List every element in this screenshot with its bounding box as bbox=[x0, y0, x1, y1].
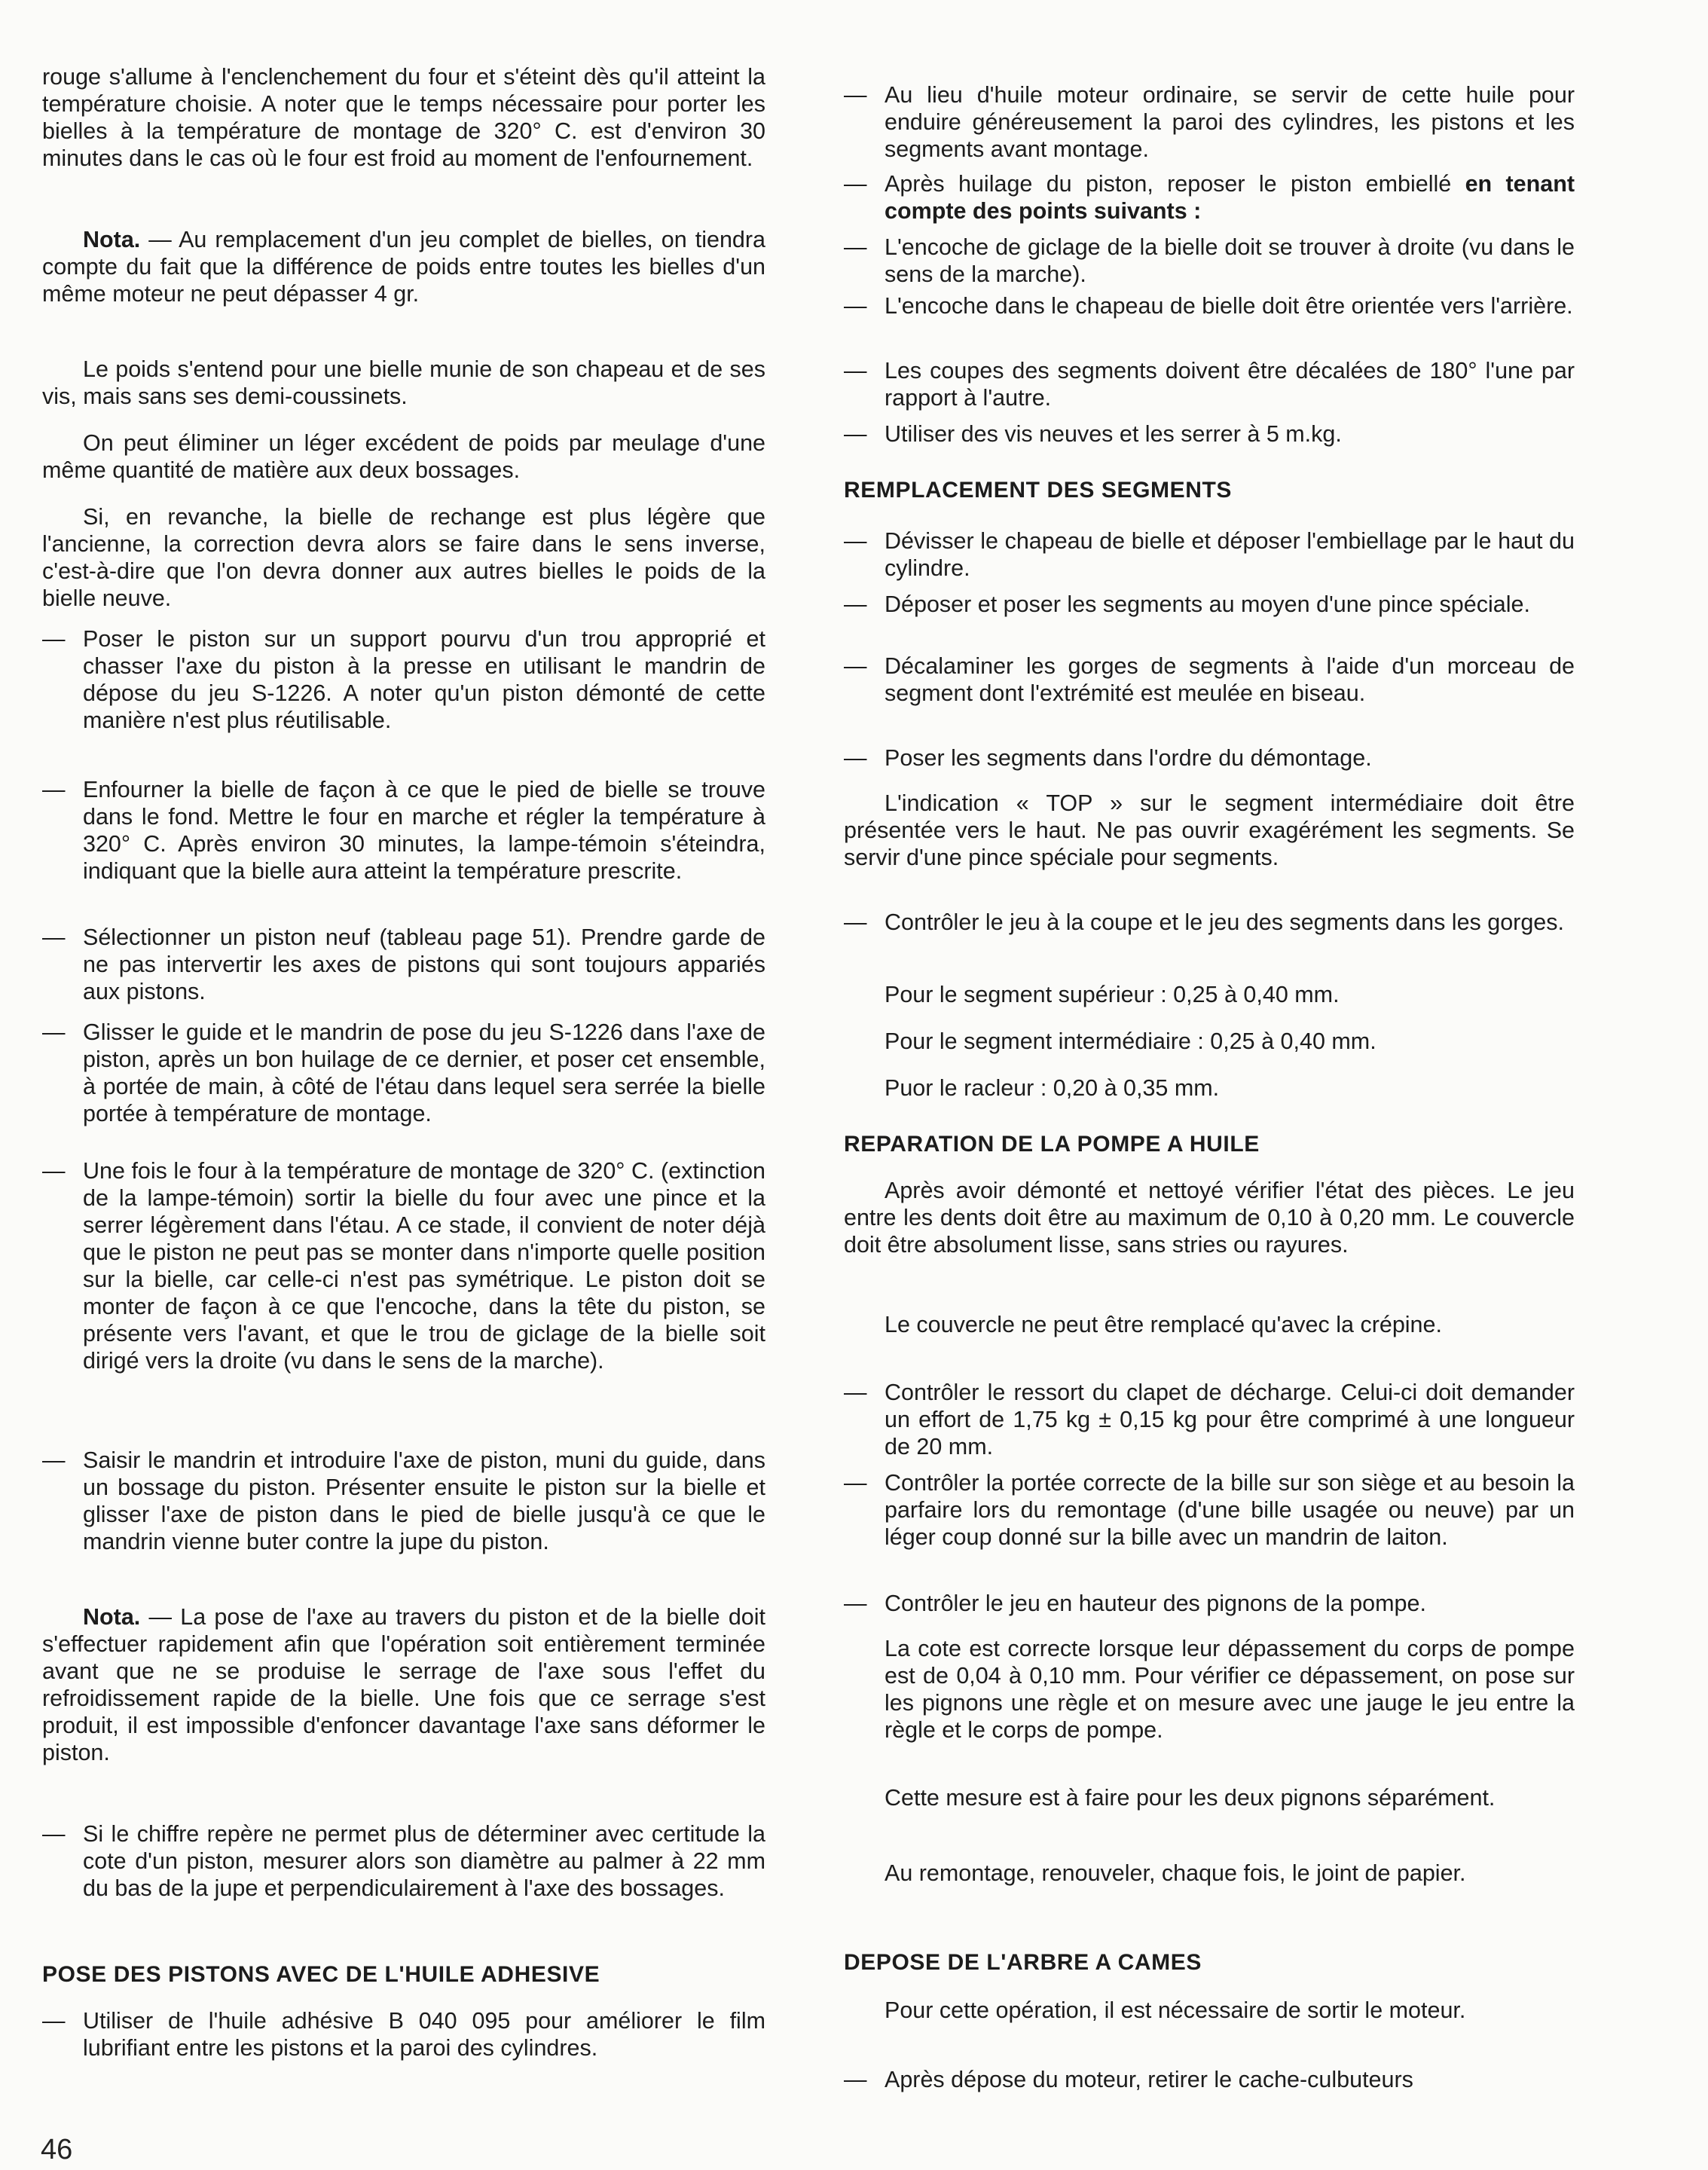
list-item: — Les coupes des segments doivent être décalées de 180° l'une par rapport à l'autre. bbox=[844, 357, 1575, 411]
list-item: — Déposer et poser les segments au moyen d'une pince spéciale. bbox=[844, 591, 1575, 618]
section-heading: POSE DES PISTONS AVEC DE L'HUILE ADHESIVE bbox=[42, 1962, 600, 1987]
section-heading: REMPLACEMENT DES SEGMENTS bbox=[844, 478, 1233, 503]
list-item: — Après huilage du piston, reposer le piston embiellé en tenant compte des points suivants : bbox=[844, 170, 1575, 225]
paragraph: Le couvercle ne peut être remplacé qu'avec la crépine. bbox=[885, 1312, 1442, 1337]
list-item: — Saisir le mandrin et introduire l'axe de piston, muni du guide, dans un bossage du piston. Présenter ensuite le piston sur la bielle et glisser l'axe de piston dans le pied de bielle jusqu'à ce que le mandrin vienne buter contre la jupe du piston. bbox=[42, 1447, 765, 1555]
list-item: — Dévisser le chapeau de bielle et déposer l'embiellage par le haut du cylindre. bbox=[844, 527, 1575, 582]
list-item: — Après dépose du moteur, retirer le cache-culbuteurs bbox=[844, 2066, 1575, 2093]
list-item: — Décalaminer les gorges de segments à l'aide d'un morceau de segment dont l'extrémité est meulée en biseau. bbox=[844, 653, 1575, 707]
nota-paragraph bbox=[42, 226, 765, 307]
list-item: — Utiliser des vis neuves et les serrer à 5 m.kg. bbox=[844, 420, 1575, 448]
list-item: — Poser le piston sur un support pourvu d'un trou approprié et chasser l'axe du piston à la presse en utilisant le mandrin de dépose du jeu S-1226. A noter qu'un piston démonté de cette manière n'est plus réutilisable. bbox=[42, 625, 765, 734]
nota-label: Nota. bbox=[83, 1604, 141, 1630]
list-item: — Contrôler le jeu à la coupe et le jeu des segments dans les gorges. bbox=[844, 909, 1575, 936]
paragraph: Pour cette opération, il est nécessaire de sortir le moteur. bbox=[885, 1997, 1466, 2023]
paragraph: rouge s'allume à l'enclenchement du four et s'éteint dès qu'il atteint la température choisie. A noter que le temps nécessaire pour porter les bielles à la température de montage de 320° C. est d'environ 30 minutes dans le cas où le four est froid au moment de l'enfournement. bbox=[42, 64, 765, 171]
list-item: — Une fois le four à la température de montage de 320° C. (extinction de la lampe-témoin) sortir la bielle du four avec une pince et la serrer légèrement dans l'étau. A ce stade, il convient de noter déjà que le piston ne peut pas se monter dans n'importe quelle position sur la bielle, car celle-ci n'est pas symétrique. Le piston doit se monter de façon à ce que l'encoche, dans la tête du piston, se présente vers l'avant, et que le trou de giclage de la bielle soit dirigé vers la droite (vu dans le sens de la marche). bbox=[42, 1157, 765, 1374]
list-item: — L'encoche de giclage de la bielle doit se trouver à droite (vu dans le sens de la marche). bbox=[844, 234, 1575, 288]
list-item: — Si le chiffre repère ne permet plus de déterminer avec certitude la cote d'un piston, mesurer alors son diamètre au palmer à 22 mm du bas de la jupe et perpendiculairement à l'axe des bossages. bbox=[42, 1820, 765, 1902]
list-item: — Utiliser de l'huile adhésive B 040 095 pour améliorer le film lubrifiant entre les pistons et la paroi des cylindres. bbox=[42, 2007, 765, 2062]
list-item: — Contrôler le jeu en hauteur des pignons de la pompe. bbox=[844, 1590, 1575, 1617]
list-item: — L'encoche dans le chapeau de bielle doit être orientée vers l'arrière. bbox=[844, 292, 1575, 319]
list-item: — Sélectionner un piston neuf (tableau page 51). Prendre garde de ne pas intervertir les axes de pistons qui sont toujours appariés aux pistons. bbox=[42, 924, 765, 1005]
list-item: — Glisser le guide et le mandrin de pose du jeu S-1226 dans l'axe de piston, après un bon huilage de ce dernier, et poser cet ensemble, à portée de main, à côté de l'étau dans lequel sera serrée la bielle portée à température de montage. bbox=[42, 1019, 765, 1127]
section-heading: DEPOSE DE L'ARBRE A CAMES bbox=[844, 1950, 1202, 1975]
paragraph: Cette mesure est à faire pour les deux pignons séparément. bbox=[885, 1785, 1496, 1811]
measurement-line: Pour le segment supérieur : 0,25 à 0,40 mm. bbox=[885, 982, 1340, 1007]
page-number: 46 bbox=[41, 2134, 73, 2165]
list-item: — Poser les segments dans l'ordre du démontage. bbox=[844, 744, 1575, 772]
list-item: — Contrôler la portée correcte de la bille sur son siège et au besoin la parfaire lors du remontage (d'une bille usagée ou neuve) par un léger coup donné sur la bille avec un mandrin de laiton. bbox=[844, 1469, 1575, 1551]
paragraph: Si, en revanche, la bielle de rechange est plus légère que l'ancienne, la correction devra alors se faire dans le sens inverse, c'est-à-dire que l'on devra donner aux autres bielles le poids de la bielle neuve. bbox=[42, 504, 765, 611]
measurement-line: Pour le segment intermédiaire : 0,25 à 0,40 mm. bbox=[885, 1028, 1376, 1054]
nota-text: — La pose de l'axe au travers du piston et de la bielle doit s'effectuer rapidement afin que l'opération soit entièrement terminée avant que ne se produise le serrage de l'axe sous l'effet du refroidissement rapide de la bielle. Une fois que ce serrage s'est produit, il est impossible d'enfoncer davantage l'axe sans déformer le piston. bbox=[42, 1604, 765, 1765]
nota-text: — Au remplacement d'un jeu complet de bielles, on tiendra compte du fait que la différence de poids entre toutes les bielles d'un même moteur ne peut dépasser 4 gr. bbox=[42, 227, 765, 307]
paragraph: La cote est correcte lorsque leur dépassement du corps de pompe est de 0,04 à 0,10 mm. Pour vérifier ce dépassement, on pose sur les pignons une règle et on mesure avec une jauge le jeu entre la règle et le corps de pompe. bbox=[885, 1636, 1575, 1743]
section-heading: REPARATION DE LA POMPE A HUILE bbox=[844, 1132, 1260, 1157]
measurement-line: Puor le racleur : 0,20 à 0,35 mm. bbox=[885, 1075, 1220, 1101]
paragraph: Au remontage, renouveler, chaque fois, le joint de papier. bbox=[885, 1860, 1466, 1886]
nota-label: Nota. bbox=[83, 227, 141, 252]
emphasis: en tenant compte des points suivants : bbox=[885, 171, 1575, 224]
list-item: — Au lieu d'huile moteur ordinaire, se servir de cette huile pour enduire généreusement la paroi des cylindres, les pistons et les segments avant montage. bbox=[844, 81, 1575, 163]
paragraph: Le poids s'entend pour une bielle munie de son chapeau et de ses vis, mais sans ses demi-coussinets. bbox=[42, 356, 765, 409]
nota-paragraph bbox=[42, 1603, 765, 1766]
paragraph: On peut éliminer un léger excédent de poids par meulage d'une même quantité de matière aux deux bossages. bbox=[42, 430, 765, 483]
list-item: — Contrôler le ressort du clapet de décharge. Celui-ci doit demander un effort de 1,75 kg ± 0,15 kg pour être comprimé à une longueur de 20 mm. bbox=[844, 1379, 1575, 1460]
list-item: — Enfourner la bielle de façon à ce que le pied de bielle se trouve dans le fond. Mettre le four en marche et régler la température à 320° C. Après environ 30 minutes, la lampe-témoin s'éteindra, indiquant que la bielle aura atteint la température prescrite. bbox=[42, 776, 765, 885]
paragraph: Après avoir démonté et nettoyé vérifier l'état des pièces. Le jeu entre les dents doit être au maximum de 0,10 à 0,20 mm. Le couvercle doit être absolument lisse, sans stries ou rayures. bbox=[844, 1178, 1575, 1258]
paragraph: L'indication « TOP » sur le segment intermédiaire doit être présentée vers le haut. Ne pas ouvrir exagérément les segments. Se servir d'une pince spéciale pour segments. bbox=[844, 790, 1575, 870]
